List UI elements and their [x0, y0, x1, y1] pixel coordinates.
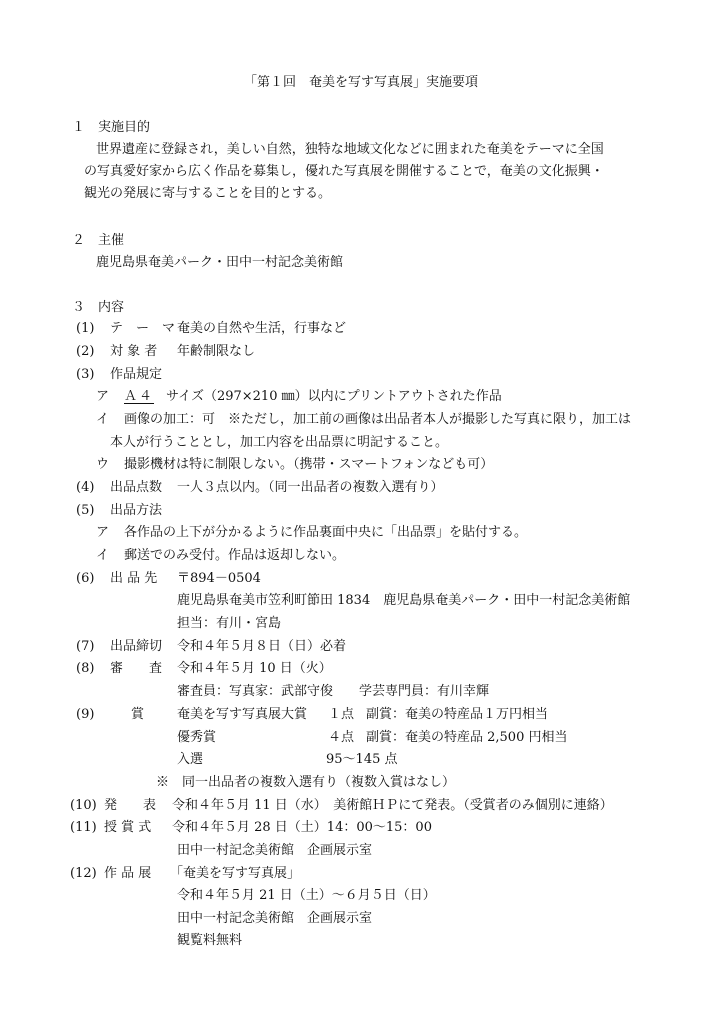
item-3-c-text: 撮影機材は特に制限しない。（携帯・スマートフォンなども可）: [124, 457, 494, 472]
award-note: ※ 同一出品者の複数入選有り（複数入賞はなし）: [156, 775, 456, 790]
item-8-label: 審 査: [110, 661, 163, 676]
item-4-number: (4): [76, 480, 95, 495]
item-5-b-text: 郵送でのみ受付。作品は返却しない。: [124, 548, 346, 563]
item-8-number: (8): [76, 661, 95, 676]
item-1-label: テ ー マ: [110, 321, 176, 336]
item-10-label: 発 表: [104, 798, 157, 813]
item-12-admission: 観覧料無料: [177, 933, 243, 948]
item-12-venue: 田中一村記念美術館 企画展示室: [177, 911, 373, 926]
item-6-address: 鹿児島県奄美市笠利町節田 1834 鹿児島県奄美パーク・田中一村記念美術館: [177, 593, 631, 608]
document-title: 「第１回 奄美を写す写真展」実施要項: [244, 75, 479, 90]
item-11-label: 授 賞 式: [104, 820, 152, 835]
item-6-postal-code: 〒894－0504: [177, 571, 261, 586]
item-3-c-mark: ウ: [96, 457, 110, 472]
item-7-label: 出品締切: [110, 639, 163, 654]
section-2-body: 鹿児島県奄美パーク・田中一村記念美術館: [96, 255, 344, 270]
item-11-number: (11): [70, 820, 97, 835]
item-4-text: 一人３点以内。（同一出品者の複数入選有り）: [177, 480, 444, 495]
item-4-label: 出品点数: [110, 480, 163, 495]
award-excellence-count: ４点: [328, 730, 355, 745]
award-excellence-extra: 副賞：奄美の特産品 2,500 円相当: [366, 730, 568, 745]
item-12-label: 作 品 展: [104, 866, 152, 881]
item-9-number: (9): [76, 707, 95, 722]
item-10-number: (10): [70, 798, 97, 813]
item-6-number: (6): [76, 571, 95, 586]
award-selected-name: 入選: [177, 752, 204, 767]
item-1-number: (1): [76, 321, 95, 336]
item-3-number: (3): [76, 367, 95, 382]
item-3-label: 作品規定: [110, 367, 163, 382]
award-excellence-name: 優秀賞: [177, 730, 217, 745]
item-3-a-mark: ア: [96, 389, 110, 404]
item-11-datetime: 令和４年５月 28 日（土）14：00～15：00: [172, 820, 432, 835]
item-3-b-mark: イ: [96, 412, 110, 427]
award-grand-prize-extra: 副賞：奄美の特産品１万円相当: [366, 707, 549, 722]
item-12-number: (12): [70, 866, 97, 881]
item-8-judges: 審査員：写真家：武部守俊 学芸専門員：有川幸輝: [177, 684, 490, 699]
item-11-venue: 田中一村記念美術館 企画展示室: [177, 843, 373, 858]
section-1-heading: １ 実施目的: [72, 120, 151, 135]
item-5-a-text: 各作品の上下が分かるように作品裏面中央に「出品票」を貼付する。: [124, 525, 528, 540]
item-9-label: 賞: [131, 707, 145, 722]
item-3-a-text: サイズ（297×210 ㎜）以内にプリントアウトされた作品: [166, 389, 502, 404]
section-2-heading: ２ 主催: [72, 233, 125, 248]
section-3-heading: ３ 内容: [72, 300, 125, 315]
award-grand-prize-name: 奄美を写す写真展大賞: [177, 707, 308, 722]
item-5-b-mark: イ: [96, 548, 110, 563]
item-1-text: 奄美の自然や生活，行事など: [177, 321, 347, 336]
item-5-number: (5): [76, 503, 95, 518]
item-3-b-text-1: 画像の加工：可 ※ただし，加工前の画像は出品者本人が撮影した写真に限り，加工は: [124, 412, 632, 427]
item-3-b-text-2: 本人が行うこととし，加工内容を出品票に明記すること。: [110, 435, 449, 450]
item-7-text: 令和４年５月８日（日）必着: [177, 639, 347, 654]
item-6-label: 出 品 先: [110, 571, 158, 586]
item-3-a-size: Ａ４: [124, 389, 155, 404]
item-8-date: 令和４年５月 10 日（火）: [177, 661, 332, 676]
section-1-line-3: 観光の発展に寄与することを目的とする。: [84, 186, 332, 201]
item-2-number: (2): [76, 344, 95, 359]
item-12-exhibition-title: 「奄美を写す写真展」: [170, 866, 301, 881]
award-selected-count: 95～145 点: [326, 752, 398, 767]
section-1-line-2: の写真愛好家から広く作品を募集し，優れた写真展を開催することで，奄美の文化振興・: [84, 164, 604, 179]
item-12-period: 令和４年５月 21 日（土）～６月５日（日）: [177, 888, 436, 903]
item-6-contact: 担当：有川・宮島: [177, 616, 282, 631]
item-2-label: 対 象 者: [110, 344, 158, 359]
item-7-number: (7): [76, 639, 95, 654]
item-5-label: 出品方法: [110, 503, 163, 518]
award-grand-prize-count: １点: [328, 707, 355, 722]
item-2-text: 年齢制限なし: [177, 344, 256, 359]
section-1-line-1: 世界遺産に登録され，美しい自然，独特な地域文化などに囲まれた奄美をテーマに全国: [96, 142, 604, 157]
item-5-a-mark: ア: [96, 525, 110, 540]
item-10-text: 令和４年５月 11 日（水） 美術館ＨＰにて発表。（受賞者のみ個別に連絡）: [172, 798, 613, 813]
